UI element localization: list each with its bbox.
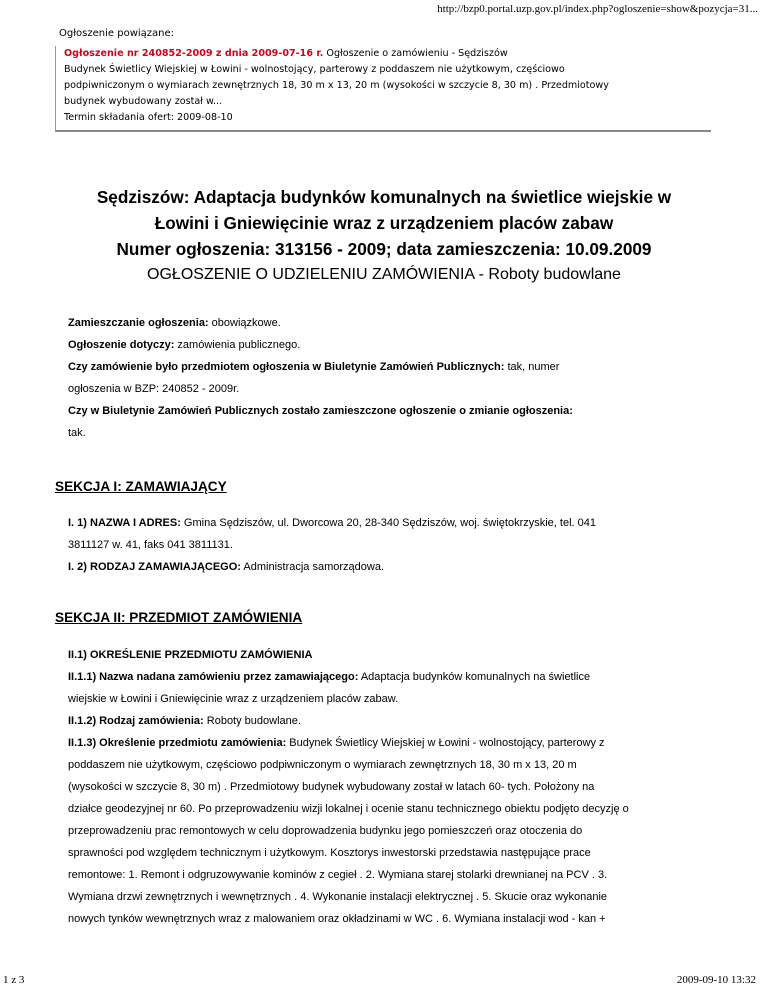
- description-line: przeprowadzeniu prac remontowych w celu doprowadzenia budynku jego pomieszczeń oraz otoczenia do: [68, 825, 583, 837]
- meta-label: Ogłoszenie dotyczy:: [68, 339, 175, 351]
- field-value: wiejskie w Łowini i Gniewięcinie wraz z urządzeniem placów zabaw.: [68, 693, 399, 705]
- related-box: [55, 46, 711, 132]
- field-value: Adaptacja budynków komunalnych na świetlice: [358, 671, 591, 683]
- related-notice: [55, 26, 711, 132]
- related-line: Budynek Świetlicy Wiejskiej w Łowini - wolnostojący, parterowy z poddaszem nie użytkowym, częściowo: [64, 64, 565, 75]
- meta-label: Zamieszczanie ogłoszenia:: [68, 317, 209, 329]
- section-1-body: [68, 512, 718, 578]
- meta-value: tak.: [68, 427, 86, 439]
- field-value: Roboty budowlane.: [203, 715, 301, 727]
- meta-value: ogłoszenia w BZP: 240852 - 2009r.: [68, 383, 240, 395]
- field-value: 3811127 w. 41, faks 041 3811131.: [68, 539, 233, 551]
- field-value: Budynek Świetlicy Wiejskiej w Łowini - wolnostojący, parterowy z: [286, 737, 605, 749]
- description-line: Wymiana drzwi zewnętrznych i wewnętrznych . 4. Wykonanie instalacji elektrycznej . 5. Skucie oraz wykonanie: [68, 891, 608, 903]
- meta-label: Czy zamówienie było przedmiotem ogłoszenia w Biuletynie Zamówień Publicznych:: [68, 361, 505, 373]
- subsection-heading: II.1) OKREŚLENIE PRZEDMIOTU ZAMÓWIENIA: [68, 649, 313, 661]
- description-line: działce geodezyjnej nr 60. Po przeprowadzeniu wizji lokalnej i ocenie stanu technicznego obiektu podjęto decyzję o: [68, 803, 629, 815]
- field-value: Administracja samorządowa.: [240, 561, 385, 573]
- description-line: remontowe: 1. Remont i odgruzowywanie kominów z cegieł . 2. Wymiana starej stolarki drewnianej na PCV . 3.: [68, 869, 608, 881]
- meta-value: zamówienia publicznego.: [174, 339, 301, 351]
- field-value: Gmina Sędziszów, ul. Dworcowa 20, 28-340 Sędziszów, woj. świętokrzyskie, tel. 041: [180, 517, 596, 529]
- print-datetime: 2009-09-10 13:32: [676, 974, 756, 986]
- description-line: (wysokości w szczycie 8, 30 m) . Przedmiotowy budynek wybudowany został w latach 60- tych. Położony na: [68, 781, 595, 793]
- section-1-heading: SEKCJA I: ZAMAWIAJĄCY: [55, 479, 227, 494]
- notice-meta: [68, 312, 718, 444]
- title-line: Sędziszów: Adaptacja budynków komunalnych na świetlice wiejskie w: [96, 187, 672, 207]
- title-line: Łowini i Gniewięcinie wraz z urządzeniem placów zabaw: [154, 213, 614, 233]
- description-line: nowych tynków wewnętrznych wraz z malowaniem oraz okładzinami w WC . 6. Wymiana instalacji wod - kan +: [68, 913, 606, 925]
- field-label: II.1.1) Nazwa nadana zamówieniu przez zamawiającego:: [68, 671, 359, 683]
- meta-value: obowiązkowe.: [208, 317, 281, 329]
- field-label: I. 1) NAZWA I ADRES:: [68, 517, 181, 529]
- field-label: II.1.2) Rodzaj zamówienia:: [68, 715, 204, 727]
- notice-type: OGŁOSZENIE O UDZIELENIU ZAMÓWIENIA - Roboty budowlane: [147, 266, 621, 283]
- page-number: 1 z 3: [3, 974, 25, 986]
- section-2-heading: SEKCJA II: PRZEDMIOT ZAMÓWIENIA: [55, 610, 303, 625]
- meta-label: Czy w Biuletynie Zamówień Publicznych zostało zamieszczone ogłoszenie o zmianie ogłoszenia:: [68, 405, 573, 417]
- description-line: sprawności pod względem technicznym i użytkowym. Kosztorys inwestorski przedstawia następujące prace: [68, 847, 591, 859]
- field-label: II.1.3) Określenie przedmiotu zamówienia:: [68, 737, 287, 749]
- related-notice-link[interactable]: Ogłoszenie nr 240852-2009 z dnia 2009-07-16 r.: [64, 48, 324, 59]
- description-line: poddaszem nie użytkowym, częściowo podpiwniczonym o wymiarach zewnętrznych 18, 30 m x 13, 20 m: [68, 759, 577, 771]
- notice-number: Numer ogłoszenia: 313156 - 2009; data zamieszczenia: 10.09.2009: [116, 239, 652, 259]
- field-label: I. 2) RODZAJ ZAMAWIAJĄCEGO:: [68, 561, 241, 573]
- related-deadline: Termin składania ofert: 2009-08-10: [64, 112, 233, 123]
- related-line: podpiwniczonym o wymiarach zewnętrznych 18, 30 m x 13, 20 m (wysokości w szczycie 8, 30 m) . Przedmiotowy: [64, 80, 609, 91]
- print-header-url: http://bzp0.portal.uzp.gov.pl/index.php?ogloszenie=show&pozycja=31...: [437, 3, 758, 15]
- related-text: Ogłoszenie o zamówieniu - Sędziszów: [323, 48, 508, 59]
- related-line: budynek wybudowany został w...: [64, 96, 223, 107]
- meta-value: tak, numer: [504, 361, 560, 373]
- notice-title: [60, 184, 708, 288]
- section-2-body: [68, 644, 718, 930]
- related-label: Ogłoszenie powiązane:: [59, 28, 175, 39]
